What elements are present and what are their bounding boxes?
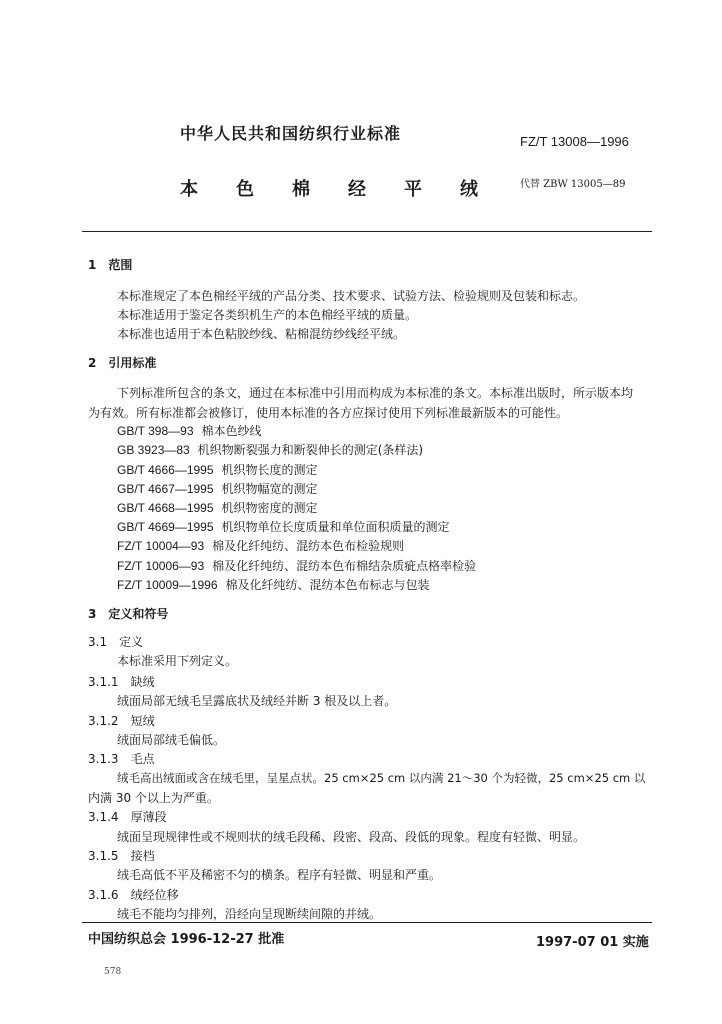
subsection-3-1-heading: 3.1 定义 [88, 635, 144, 649]
definition-term: 短绒 [130, 714, 155, 728]
reference-title: 机织物长度的测定 [221, 463, 318, 477]
section-1-paragraph: 本标准适用于鉴定各类织机生产的本色棉经平绒的质量。 [117, 308, 418, 322]
reference-title: 棉及化纤纯纺、混纺本色布棉结杂质疵点格率检验 [212, 559, 477, 573]
page-number: 578 [104, 967, 122, 977]
reference-code: GB/T 4669—1995 [117, 520, 214, 534]
definition-text-continued: 内满 30 个以上为严重。 [88, 791, 219, 805]
section-2-intro: 为有效。所有标准都会被修订，使用本标准的各方应探讨使用下列标准最新版本的可能性。 [88, 406, 569, 420]
reference-title: 棉及化纤纯纺、混纺本色布标志与包装 [225, 578, 430, 592]
product-title-char: 平 [404, 179, 422, 200]
definition-text: 绒面呈现规律性或不规则状的绒毛段稀、段密、段高、段低的现象。程度有轻微、明显。 [117, 830, 586, 844]
reference-item [117, 441, 423, 458]
standard-body-title: 中华人民共和国纺织行业标准 [180, 124, 402, 143]
section-2-intro: 下列标准所包含的条文，通过在本标准中引用而构成为本标准的条文。本标准出版时，所示版本均 [117, 386, 634, 400]
definition-text: 绒面局部绒毛偏低。 [117, 733, 226, 747]
definition-term: 接档 [130, 849, 155, 863]
definition-term: 毛点 [130, 752, 155, 766]
effective-date: 1997-07 01 实施 [536, 935, 649, 950]
definition-number: 3.1.1 [88, 675, 119, 689]
replaces-note: 代替 ZBW 13005—89 [520, 179, 626, 190]
definition-number: 3.1.2 [88, 714, 119, 728]
approval-date: 中国纺织总会 1996-12-27 批准 [88, 932, 285, 947]
subsection-3-1-text: 本标准采用下列定义。 [117, 654, 238, 668]
definition-number: 3.1.6 [88, 888, 119, 902]
product-title-char: 色 [236, 179, 254, 200]
section-3-heading: 3 定义和符号 [88, 607, 169, 621]
reference-code: GB/T 398—93 [117, 424, 194, 438]
reference-code: FZ/T 10009—1996 [117, 578, 218, 592]
definition-text: 绒面局部无绒毛呈露底状及绒经并断 3 根及以上者。 [117, 694, 397, 708]
reference-code: GB/T 4668—1995 [117, 501, 214, 515]
reference-item [117, 518, 450, 535]
definition-number: 3.1.5 [88, 849, 119, 863]
product-title-char: 棉 [292, 179, 310, 200]
definition-heading [88, 750, 155, 767]
reference-code: GB 3923—83 [117, 443, 190, 457]
reference-title: 棉及化纤纯纺、混纺本色布检验规则 [212, 539, 405, 553]
reference-title: 机织物幅宽的测定 [221, 482, 318, 496]
reference-code: FZ/T 10006—93 [117, 559, 205, 573]
reference-title: 机织物单位长度质量和单位面积质量的测定 [221, 520, 450, 534]
definition-number: 3.1.4 [88, 810, 119, 824]
product-title [180, 175, 516, 201]
product-title-char: 经 [348, 179, 366, 200]
definition-text: 绒毛不能均匀排列，沿经向呈现断续间隙的并绒。 [117, 907, 382, 921]
definition-number: 3.1.3 [88, 752, 119, 766]
reference-item [117, 557, 476, 574]
reference-code: GB/T 4667—1995 [117, 482, 214, 496]
reference-item [117, 499, 318, 516]
definition-heading [88, 847, 155, 864]
reference-title: 机织物密度的测定 [221, 501, 318, 515]
definition-text: 绒毛高出绒面或含在绒毛里，呈星点状。25 cm×25 cm 以内满 21～30 个为轻微，25 cm×25 cm 以 [117, 771, 646, 785]
reference-item [117, 422, 262, 439]
section-2-heading: 2 引用标准 [88, 356, 157, 370]
definition-term: 缺绒 [130, 675, 155, 689]
reference-code: GB/T 4666—1995 [117, 463, 214, 477]
definition-text: 绒毛高低不平及稀密不匀的横条。程序有轻微、明显和严重。 [117, 868, 442, 882]
definition-term: 厚薄段 [130, 810, 167, 824]
reference-item [117, 480, 318, 497]
definition-heading [88, 808, 167, 825]
reference-title: 机织物断裂强力和断裂伸长的测定(条样法) [197, 443, 424, 457]
section-1-paragraph: 本标准规定了本色棉经平绒的产品分类、技术要求、试验方法、检验规则及包装和标志。 [117, 289, 586, 303]
header-divider [82, 231, 652, 232]
section-1-paragraph: 本标准也适用于本色粘胶纱线、粘棉混纺纱线经平绒。 [117, 327, 406, 341]
reference-item [117, 461, 318, 478]
reference-title: 棉本色纱线 [201, 424, 262, 438]
definition-heading [88, 886, 179, 903]
reference-code: FZ/T 10004—93 [117, 539, 205, 553]
product-title-char: 本 [180, 179, 198, 200]
standard-number: FZ/T 13008—1996 [520, 134, 629, 149]
definition-heading [88, 712, 155, 729]
footer-divider [82, 922, 652, 923]
section-1-heading: 1 范围 [88, 258, 133, 272]
reference-item [117, 576, 430, 593]
definition-term: 绒经位移 [130, 888, 179, 902]
product-title-char: 绒 [460, 179, 478, 200]
reference-item [117, 537, 404, 554]
definition-heading [88, 673, 155, 690]
